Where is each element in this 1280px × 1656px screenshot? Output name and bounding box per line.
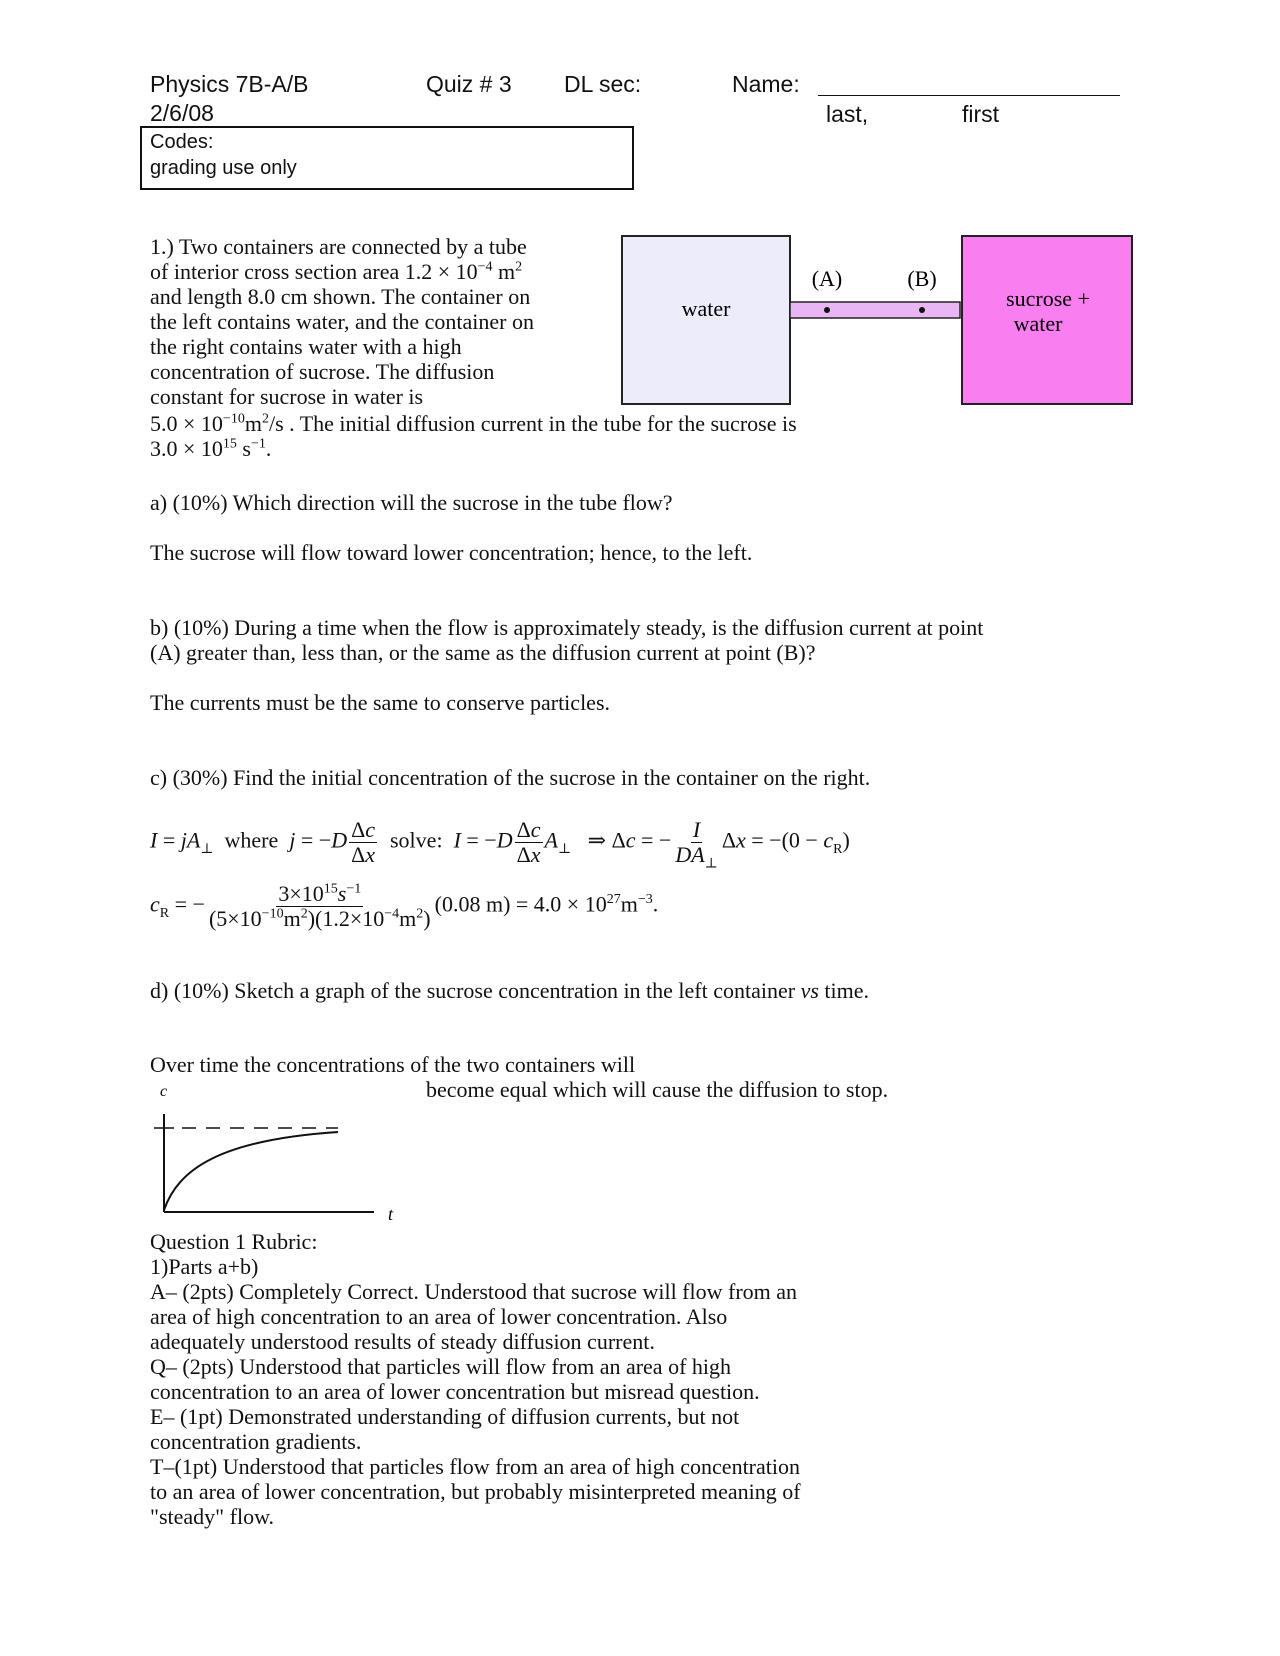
q1-intro-line-6: concentration of sucrose. The diffusion: [150, 359, 495, 384]
part-d-answer-2: become equal which will cause the diffusion to stop.: [426, 1077, 889, 1102]
rubric-line: concentration to an area of lower concentration but misread question.: [150, 1379, 760, 1404]
part-b-question-2: (A) greater than, less than, or the same as the diffusion current at point (B)?: [150, 640, 816, 665]
part-a-question: a) (10%) Which direction will the sucrose in the tube flow?: [150, 490, 673, 515]
q1-intro-line-1: 1.) Two containers are connected by a tube: [150, 234, 527, 259]
left-container-label: water: [681, 296, 731, 321]
part-d-answer-1: Over time the concentrations of the two containers will: [150, 1052, 636, 1077]
rubric-line: area of high concentration to an area of lower concentration. Also: [150, 1304, 728, 1329]
axis-t-label: t: [388, 1204, 394, 1220]
right-container-label-2: water: [1013, 311, 1063, 336]
point-b-dot: [919, 307, 925, 313]
q1-intro-line-7: constant for sucrose in water is: [150, 384, 424, 409]
part-d-question: d) (10%) Sketch a graph of the sucrose concentration in the left container vs time.: [150, 978, 870, 1003]
last-name-label: last,: [826, 101, 869, 127]
q1-intro-line-4: the left contains water, and the container on: [150, 309, 534, 334]
course-title: Physics 7B-A/B: [150, 71, 309, 97]
point-b-label: (B): [907, 266, 937, 291]
rubric-line: T–(1pt) Understood that particles flow from an area of high concentration: [150, 1454, 800, 1479]
part-b-question-1: b) (10%) During a time when the flow is approximately steady, is the diffusion current at point: [150, 615, 984, 640]
part-b-answer: The currents must be the same to conserve particles.: [150, 690, 611, 715]
q1-intro-line-2: of interior cross section area $1.2 \times 10^{-4}$ $m^2$: [150, 259, 523, 284]
connecting-tube: [790, 302, 960, 318]
rubric-line: 1)Parts a+b): [150, 1254, 259, 1279]
right-container-label-1: sucrose +: [1006, 286, 1090, 311]
containers-diagram: [620, 232, 1140, 412]
axis-c-label: c: [160, 1083, 168, 1100]
concentration-curve: [164, 1132, 338, 1210]
point-a-label: (A): [811, 266, 843, 291]
rubric-line: concentration gradients.: [150, 1429, 362, 1454]
quiz-number: Quiz # 3: [426, 71, 512, 97]
name-line[interactable]: [818, 95, 1120, 96]
q1-intro-line-3: and length 8.0 cm shown. The container on: [150, 284, 531, 309]
rubric-line: A– (2pts) Completely Correct. Understood that sucrose will flow from an: [150, 1279, 798, 1304]
diffusion-equation: $I = jA_\perp$ where j = −D $\frac{\Delta c}{\Delta x}$ solve: I = −D $\frac{\Delta c}{\Delta x}$ $A_\perp$ ⇒ Δc = − $\frac{I}{DA_\perp}$ $\Delta x = -(0 - c_R)$: [150, 817, 850, 872]
name-label: Name:: [732, 71, 800, 97]
concentration-result: $c_R$ = − $\frac{3\times 10^{15}s^{-1}}{(5\times 10^{-10}m^2)(1.2\times 10^{-4}m^2)}$ (0.08 $m) = 4.0 \times 10^{27}m^{-3}$.: [150, 881, 659, 931]
rubric-line: "steady" flow.: [150, 1504, 275, 1529]
dl-section-label: DL sec:: [564, 71, 642, 97]
q1-initial-current: $3.0 \times 10^{15}$ $s^{-1}$.: [150, 436, 272, 461]
rubric-line: Q– (2pts) Understood that particles will flow from an area of high: [150, 1354, 732, 1379]
q1-diffusion-constant: $5.0 \times 10^{-10}m^2/s$ . The initial diffusion current in the tube for the sucrose is: [150, 411, 797, 436]
concentration-vs-time-graph: [148, 1080, 408, 1220]
rubric-line: E– (1pt) Demonstrated understanding of diffusion currents, but not: [150, 1404, 740, 1429]
rubric-line: to an area of lower concentration, but probably misinterpreted meaning of: [150, 1479, 801, 1504]
rubric-title: Question 1 Rubric:: [150, 1229, 318, 1254]
q1-intro-line-5: the right contains water with a high: [150, 334, 462, 359]
point-a-dot: [824, 307, 830, 313]
grading-label: grading use only: [150, 157, 297, 179]
part-c-question: c) (30%) Find the initial concentration of the sucrose in the container on the right.: [150, 765, 871, 790]
codes-label: Codes:: [150, 131, 214, 153]
part-a-answer: The sucrose will flow toward lower concentration; hence, to the left.: [150, 540, 753, 565]
rubric-line: adequately understood results of steady diffusion current.: [150, 1329, 655, 1354]
first-name-label: first: [962, 101, 1000, 127]
quiz-date: 2/6/08: [150, 100, 214, 126]
